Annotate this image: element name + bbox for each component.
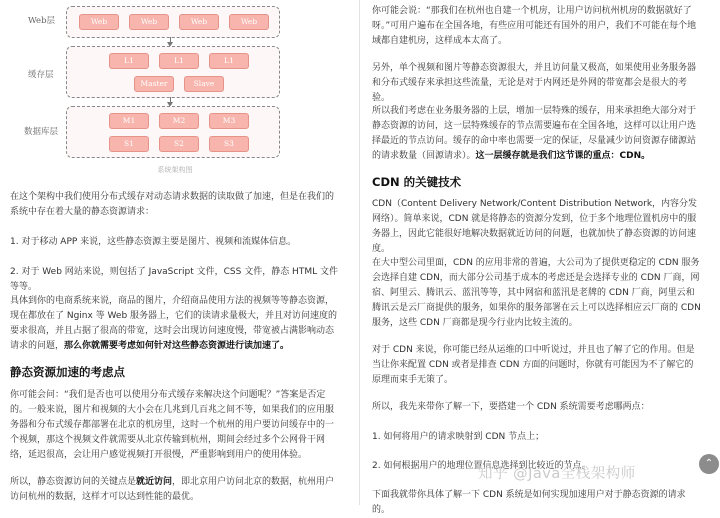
paragraph: 对于 CDN 来说，你可能已经从运维的口中听说过，并且也了解了它的作用。但是当让你来配置 CDN 或者是排查 CDN 方面的问题时，你就有可能因为不了解它的原理而束手无策了。 (372, 345, 695, 385)
layer-label-cache: 缓存层 (28, 70, 54, 80)
db-layer-box (66, 106, 280, 158)
bold-text: 这一层缓存就是我们这节课的重点：CDN。 (475, 151, 651, 161)
paragraph: 下面我就带你具体了解一下 CDN 系统是如何实现加速用户对于静态资源的请求的。 (372, 490, 686, 515)
chevron-up-icon[interactable]: ⌃ (699, 454, 719, 474)
db-node: M2 (159, 113, 199, 129)
cache-layer-box (66, 46, 280, 98)
layer-label-db: 数据库层 (24, 127, 59, 137)
cache-node: L1 (209, 53, 249, 69)
diagram-caption: 系统架构图 (157, 166, 193, 174)
cache-node: L1 (109, 53, 149, 69)
paragraph: 在大中型公司里面，CDN 的应用非常的普遍，大公司为了提供更稳定的 CDN 服务会选择自建 CDN，而大部分公司基于成本的考虑还是会选择专业的 CDN 厂商，网宿、阿里云、腾讯云、蓝汛等等，其中网宿和蓝汛是老牌的 CDN 厂商，阿里云和腾讯云是云厂商提供的服务，如果你的服务部署在云上可以选择相应云厂商的 CDN 服务，这些 CDN 厂商都是现今行业内比较主流的。 (372, 258, 701, 328)
list-item: 2. 如何根据用户的地理位置信息选择到比较近的节点。 (372, 461, 591, 471)
layer-label-web: Web层 (28, 16, 56, 26)
text-span: 所以我们考虑在业务服务器的上层，增加一层特殊的缓存，用来承担绝大部分对于静态资源的访问，这一层特殊缓存的节点需要遍布在全国各地，这样可以让用户选择最近的节点访问。缓存的命中率也需要一定的保证，尽量减少访问资源存储源站的请求数量（回源请求）。 (372, 106, 697, 161)
bold-text: 就近访问 (136, 477, 173, 487)
web-node: Web (179, 14, 219, 30)
text-span: 具体到你的电商系统来说，商品的图片，介绍商品使用方法的视频等等静态资源，现在都放在了 Nginx 等 Web 服务器上，它们的读请求量极大，并且对访问速度的要求很高，并且占据了很高的带宽，这时会出现访问速度慢，带宽被占满影响动态请求的问题， (10, 296, 338, 351)
paragraph: 你可能会说：“那我们在杭州也自建一个机房，让用户访问杭州机房的数据就好了呀。”可用户遍布在全国各地，有些应用可能还有国外的用户，我们不可能在每个地域都自建机房，这样成本太高了。 (372, 6, 697, 46)
cache-node: L1 (159, 53, 199, 69)
section-heading: CDN 的关键技术 (372, 175, 462, 189)
architecture-diagram (10, 0, 340, 174)
list-item: 1. 如何将用户的请求映射到 CDN 节点上； (372, 432, 545, 442)
text-span: ，即北京用户访问北京的数据，杭州用户访问杭州的数据，这样才可以达到性能的最优。 (10, 477, 335, 502)
column-divider (359, 0, 360, 505)
right-column (362, 0, 720, 515)
db-node: S2 (159, 136, 199, 152)
list-item: 2. 对于 Web 网站来说，则包括了 JavaScript 文件，CSS 文件，静态 HTML 文件等等。 (10, 267, 338, 292)
web-node: Web (129, 14, 169, 30)
arrow-down (170, 37, 171, 43)
paragraph: 你可能会问：“我们是否也可以使用分布式缓存来解决这个问题呢？”答案是否定的。一般来说，图片和视频的大小会在几兆到几百兆之间不等，如果我们的应用服务器和分布式缓存都部署在北京的机房里，这时一个杭州的用户要访问缓存中的一个视频，那这个视频文件就需要从北京传输到杭州，期间会经过多个公网骨干网络，延迟很高，会让用户感觉视频打开很慢，严重影响到用户的使用体验。 (10, 390, 335, 460)
cache-master-node: Master (134, 76, 174, 92)
paragraph (372, 104, 702, 164)
paragraph: 所以，我先来带你了解一下，要搭建一个 CDN 系统需要考虑哪两点： (372, 402, 650, 412)
section-heading: 静态资源加速的考虑点 (10, 365, 125, 379)
left-column (0, 0, 358, 505)
paragraph (10, 294, 340, 354)
web-node: Web (79, 14, 119, 30)
bold-text: 那么你就需要考虑如何针对这些静态资源进行读加速了。 (64, 341, 290, 351)
watermark: 知乎 @Java全栈架构师 (478, 466, 636, 482)
paragraph: 在这个架构中我们使用分布式缓存对动态请求数据的读取做了加速，但是在我们的系统中存在着大量的静态资源请求： (10, 192, 335, 217)
web-node: Web (229, 14, 269, 30)
list-item: 1. 对于移动 APP 来说，这些静态资源主要是图片、视频和流媒体信息。 (10, 237, 297, 247)
paragraph: CDN（Content Delivery Network/Content Distribution Network，内容分发网络）。简单来说，CDN 就是将静态的资源分发到，位于多个地理位置机房中的服务器上，因此它能很好地解决数据就近访问的问题，也就加快了静态资源的访问速度。 (372, 199, 698, 254)
paragraph: 另外，单个视频和图片等静态资源很大，并且访问量又极高，如果使用业务服务器和分布式缓存来承担这些流量，无论是对于内网还是外网的带宽都会是很大的考验。 (372, 63, 697, 103)
paragraph (10, 475, 340, 505)
db-node: S3 (209, 136, 249, 152)
db-node: S1 (109, 136, 149, 152)
web-layer-box (66, 6, 280, 38)
text-span: 所以，静态资源访问的关键点是 (10, 477, 137, 487)
cache-slave-node: Slave (184, 76, 224, 92)
arrow-down (170, 97, 171, 103)
db-node: M1 (109, 113, 149, 129)
db-node: M3 (209, 113, 249, 129)
